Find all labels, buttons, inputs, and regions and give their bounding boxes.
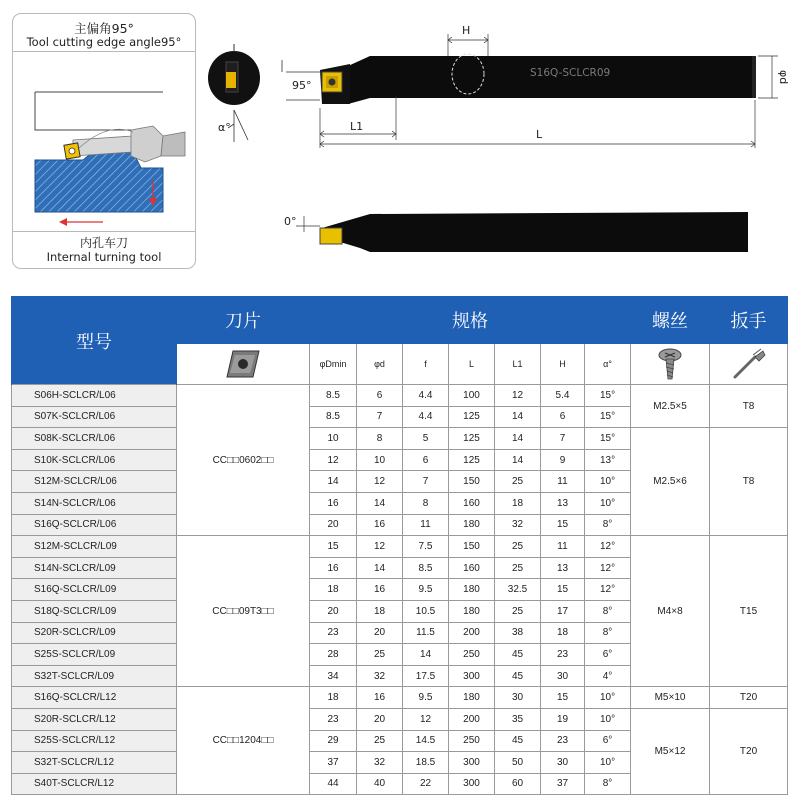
spec-cell-h: 13 [541, 557, 585, 579]
spec-cell-dmin: 44 [310, 773, 357, 795]
spec-cell-l1: 30 [495, 687, 541, 709]
bar-end-view [208, 44, 260, 142]
wrench-icon-cell [710, 344, 788, 385]
spec-cell-d: 14 [357, 492, 403, 514]
spec-cell-f: 22 [403, 773, 449, 795]
spec-table-container [11, 296, 787, 795]
spec-cell-a: 15° [585, 428, 631, 450]
spec-cell-dmin: 20 [310, 600, 357, 622]
spec-cell-l: 250 [449, 644, 495, 666]
spec-cell-l: 250 [449, 730, 495, 752]
length-dimensions [320, 96, 755, 148]
screw-cell: M5×12 [631, 708, 710, 794]
h-dimension [448, 24, 488, 56]
spec-cell-d: 14 [357, 557, 403, 579]
table-row [12, 687, 788, 709]
inset-title-cn: 主偏角95° [74, 21, 134, 36]
spec-cell-h: 23 [541, 644, 585, 666]
inset-caption-en: Internal turning tool [46, 250, 162, 264]
spec-cell-l: 200 [449, 708, 495, 730]
spec-cell-h: 19 [541, 708, 585, 730]
spec-cell-a: 8° [585, 622, 631, 644]
spec-cell-h: 37 [541, 773, 585, 795]
model-cell: S25S-SCLCR/L09 [12, 644, 177, 666]
wrench-cell: T8 [710, 428, 788, 536]
spec-cell-a: 15° [585, 406, 631, 428]
spec-cell-f: 8.5 [403, 557, 449, 579]
spec-cell-f: 7.5 [403, 536, 449, 558]
spec-cell-d: 40 [357, 773, 403, 795]
inset-divider-bottom [13, 231, 195, 232]
spec-cell-l1: 12 [495, 385, 541, 407]
spec-cell-f: 7 [403, 471, 449, 493]
table-row [12, 536, 788, 558]
spec-cell-h: 15 [541, 514, 585, 536]
spec-cell-l1: 60 [495, 773, 541, 795]
spec-cell-d: 20 [357, 622, 403, 644]
angle-95-label: 95° [292, 79, 312, 92]
spec-cell-d: 16 [357, 579, 403, 601]
insert-code-cell: CC□□1204□□ [177, 687, 310, 795]
spec-cell-dmin: 23 [310, 622, 357, 644]
inset-diagram-card [12, 13, 196, 269]
wrench-cell: T20 [710, 687, 788, 709]
spec-cell-a: 8° [585, 600, 631, 622]
spec-cell-l: 300 [449, 773, 495, 795]
spec-cell-d: 25 [357, 644, 403, 666]
spec-cell-h: 15 [541, 579, 585, 601]
shank-marking: S16Q-SCLCR09 [530, 67, 611, 79]
spec-cell-dmin: 10 [310, 428, 357, 450]
spec-cell-l: 200 [449, 622, 495, 644]
spec-cell-l: 180 [449, 514, 495, 536]
header-model: 型号 [12, 297, 177, 385]
model-cell: S20R-SCLCR/L09 [12, 622, 177, 644]
spec-cell-l: 125 [449, 449, 495, 471]
phid-label: φd [777, 70, 790, 85]
spec-cell-h: 5.4 [541, 385, 585, 407]
spec-cell-l1: 45 [495, 730, 541, 752]
inset-title-en: Tool cutting edge angle95° [26, 35, 182, 49]
spec-cell-dmin: 18 [310, 579, 357, 601]
spec-cell-f: 6 [403, 449, 449, 471]
spec-cell-a: 10° [585, 708, 631, 730]
spec-cell-l: 180 [449, 687, 495, 709]
spec-cell-dmin: 20 [310, 514, 357, 536]
model-cell: S14N-SCLCR/L09 [12, 557, 177, 579]
spec-cell-l1: 35 [495, 708, 541, 730]
spec-cell-l1: 50 [495, 752, 541, 774]
spec-cell-h: 11 [541, 536, 585, 558]
bar-top-view [284, 212, 748, 252]
alpha-angle-label: α° [218, 121, 231, 134]
spec-cell-f: 9.5 [403, 579, 449, 601]
screw-icon [655, 347, 685, 381]
spec-cell-l: 150 [449, 536, 495, 558]
spec-cell-h: 23 [541, 730, 585, 752]
spec-cell-dmin: 12 [310, 449, 357, 471]
spec-cell-d: 16 [357, 687, 403, 709]
insert-icon-cell [177, 344, 310, 385]
spec-cell-f: 4.4 [403, 385, 449, 407]
spec-cell-l1: 32 [495, 514, 541, 536]
spec-cell-l: 100 [449, 385, 495, 407]
spec-cell-d: 20 [357, 708, 403, 730]
h-label: H [462, 24, 471, 37]
l1-label: L1 [350, 120, 364, 133]
table-row [12, 428, 788, 450]
header-wrench: 扳手 [710, 297, 788, 344]
spec-cell-dmin: 14 [310, 471, 357, 493]
table-row [12, 385, 788, 407]
spec-cell-a: 10° [585, 471, 631, 493]
spec-cell-a: 8° [585, 773, 631, 795]
spec-table [11, 296, 788, 795]
spec-cell-l1: 25 [495, 471, 541, 493]
model-cell: S12M-SCLCR/L09 [12, 536, 177, 558]
spec-cell-l1: 14 [495, 406, 541, 428]
spec-cell-f: 11 [403, 514, 449, 536]
spec-cell-a: 8° [585, 514, 631, 536]
model-cell: S12M-SCLCR/L06 [12, 471, 177, 493]
screw-cell: M5×10 [631, 687, 710, 709]
internal-turning-illustration [13, 52, 195, 230]
spec-cell-f: 9.5 [403, 687, 449, 709]
spec-cell-dmin: 16 [310, 557, 357, 579]
spec-cell-h: 11 [541, 471, 585, 493]
spec-cell-l: 180 [449, 579, 495, 601]
spec-cell-d: 6 [357, 385, 403, 407]
model-cell: S40T-SCLCR/L12 [12, 773, 177, 795]
spec-cell-a: 15° [585, 385, 631, 407]
table-row [12, 708, 788, 730]
spec-cell-l1: 38 [495, 622, 541, 644]
subheader-l: L [449, 344, 495, 385]
spec-cell-dmin: 34 [310, 665, 357, 687]
subheader-dmin: φDmin [310, 344, 357, 385]
spec-cell-d: 12 [357, 536, 403, 558]
spec-cell-h: 13 [541, 492, 585, 514]
spec-table-body [12, 385, 788, 795]
angle-0-label: 0° [284, 215, 297, 228]
spec-cell-d: 16 [357, 514, 403, 536]
spec-cell-h: 15 [541, 687, 585, 709]
header-screw: 螺丝 [631, 297, 710, 344]
spec-cell-l: 125 [449, 406, 495, 428]
spec-cell-l1: 18 [495, 492, 541, 514]
spec-cell-a: 12° [585, 557, 631, 579]
tool-technical-drawing [200, 0, 800, 290]
model-cell: S08K-SCLCR/L06 [12, 428, 177, 450]
spec-cell-l: 160 [449, 557, 495, 579]
spec-cell-h: 7 [541, 428, 585, 450]
spec-cell-d: 12 [357, 471, 403, 493]
spec-cell-d: 7 [357, 406, 403, 428]
inset-caption-cn: 内孔车刀 [79, 236, 128, 250]
spec-cell-h: 9 [541, 449, 585, 471]
subheader-f: f [403, 344, 449, 385]
spec-cell-dmin: 29 [310, 730, 357, 752]
spec-cell-dmin: 28 [310, 644, 357, 666]
header-insert: 刀片 [177, 297, 310, 344]
spec-cell-dmin: 18 [310, 687, 357, 709]
header-spec: 规格 [310, 297, 631, 344]
spec-cell-d: 8 [357, 428, 403, 450]
model-cell: S16Q-SCLCR/L12 [12, 687, 177, 709]
spec-cell-l1: 32.5 [495, 579, 541, 601]
model-cell: S16Q-SCLCR/L09 [12, 579, 177, 601]
l-label: L [536, 128, 543, 141]
spec-cell-f: 10.5 [403, 600, 449, 622]
model-cell: S06H-SCLCR/L06 [12, 385, 177, 407]
spec-cell-d: 32 [357, 752, 403, 774]
subheader-l1: L1 [495, 344, 541, 385]
spec-cell-d: 32 [357, 665, 403, 687]
model-cell: S25S-SCLCR/L12 [12, 730, 177, 752]
spec-cell-d: 25 [357, 730, 403, 752]
spec-cell-a: 10° [585, 492, 631, 514]
insert-code-cell: CC□□0602□□ [177, 385, 310, 536]
spec-cell-l1: 25 [495, 600, 541, 622]
model-cell: S07K-SCLCR/L06 [12, 406, 177, 428]
subheader-h: H [541, 344, 585, 385]
model-cell: S10K-SCLCR/L06 [12, 449, 177, 471]
spec-cell-dmin: 8.5 [310, 406, 357, 428]
spec-cell-h: 17 [541, 600, 585, 622]
spec-cell-l: 300 [449, 665, 495, 687]
spec-cell-a: 10° [585, 687, 631, 709]
spec-cell-a: 12° [585, 536, 631, 558]
spec-cell-l1: 14 [495, 449, 541, 471]
spec-cell-f: 17.5 [403, 665, 449, 687]
spec-cell-f: 4.4 [403, 406, 449, 428]
bar-side-view [320, 54, 756, 104]
insert-code-cell: CC□□09T3□□ [177, 536, 310, 687]
spec-cell-h: 30 [541, 752, 585, 774]
spec-cell-a: 6° [585, 730, 631, 752]
subheader-d: φd [357, 344, 403, 385]
spec-cell-dmin: 15 [310, 536, 357, 558]
spec-cell-l1: 45 [495, 644, 541, 666]
spec-cell-f: 14.5 [403, 730, 449, 752]
subheader-alpha: α° [585, 344, 631, 385]
spec-cell-l: 180 [449, 600, 495, 622]
model-cell: S32T-SCLCR/L12 [12, 752, 177, 774]
spec-cell-l: 150 [449, 471, 495, 493]
spec-cell-h: 6 [541, 406, 585, 428]
spec-cell-l: 125 [449, 428, 495, 450]
spec-cell-dmin: 8.5 [310, 385, 357, 407]
spec-cell-f: 12 [403, 708, 449, 730]
d-dimension [758, 56, 790, 98]
spec-cell-f: 18.5 [403, 752, 449, 774]
model-cell: S14N-SCLCR/L06 [12, 492, 177, 514]
spec-cell-l1: 25 [495, 557, 541, 579]
spec-cell-dmin: 37 [310, 752, 357, 774]
spec-cell-a: 10° [585, 752, 631, 774]
screw-cell: M2.5×6 [631, 428, 710, 536]
screw-cell: M2.5×5 [631, 385, 710, 428]
spec-cell-l: 160 [449, 492, 495, 514]
screw-cell: M4×8 [631, 536, 710, 687]
spec-cell-l1: 45 [495, 665, 541, 687]
spec-cell-h: 18 [541, 622, 585, 644]
wrench-cell: T8 [710, 385, 788, 428]
spec-cell-d: 10 [357, 449, 403, 471]
spec-cell-l1: 25 [495, 536, 541, 558]
spec-cell-a: 13° [585, 449, 631, 471]
model-cell: S32T-SCLCR/L09 [12, 665, 177, 687]
spec-cell-a: 4° [585, 665, 631, 687]
spec-cell-f: 8 [403, 492, 449, 514]
spec-cell-h: 30 [541, 665, 585, 687]
spec-cell-dmin: 23 [310, 708, 357, 730]
screw-icon-cell [631, 344, 710, 385]
model-cell: S16Q-SCLCR/L06 [12, 514, 177, 536]
wrench-cell: T20 [710, 708, 788, 794]
spec-cell-l1: 14 [495, 428, 541, 450]
spec-cell-a: 12° [585, 579, 631, 601]
spec-cell-dmin: 16 [310, 492, 357, 514]
cutting-angle-annotation [282, 60, 320, 100]
spec-cell-f: 14 [403, 644, 449, 666]
spec-cell-l: 300 [449, 752, 495, 774]
model-cell: S20R-SCLCR/L12 [12, 708, 177, 730]
spec-cell-f: 11.5 [403, 622, 449, 644]
wrench-cell: T15 [710, 536, 788, 687]
torx-wrench-icon [729, 347, 769, 381]
model-cell: S18Q-SCLCR/L09 [12, 600, 177, 622]
rhombic-insert-icon [215, 347, 271, 381]
spec-cell-a: 6° [585, 644, 631, 666]
spec-cell-f: 5 [403, 428, 449, 450]
spec-cell-d: 18 [357, 600, 403, 622]
